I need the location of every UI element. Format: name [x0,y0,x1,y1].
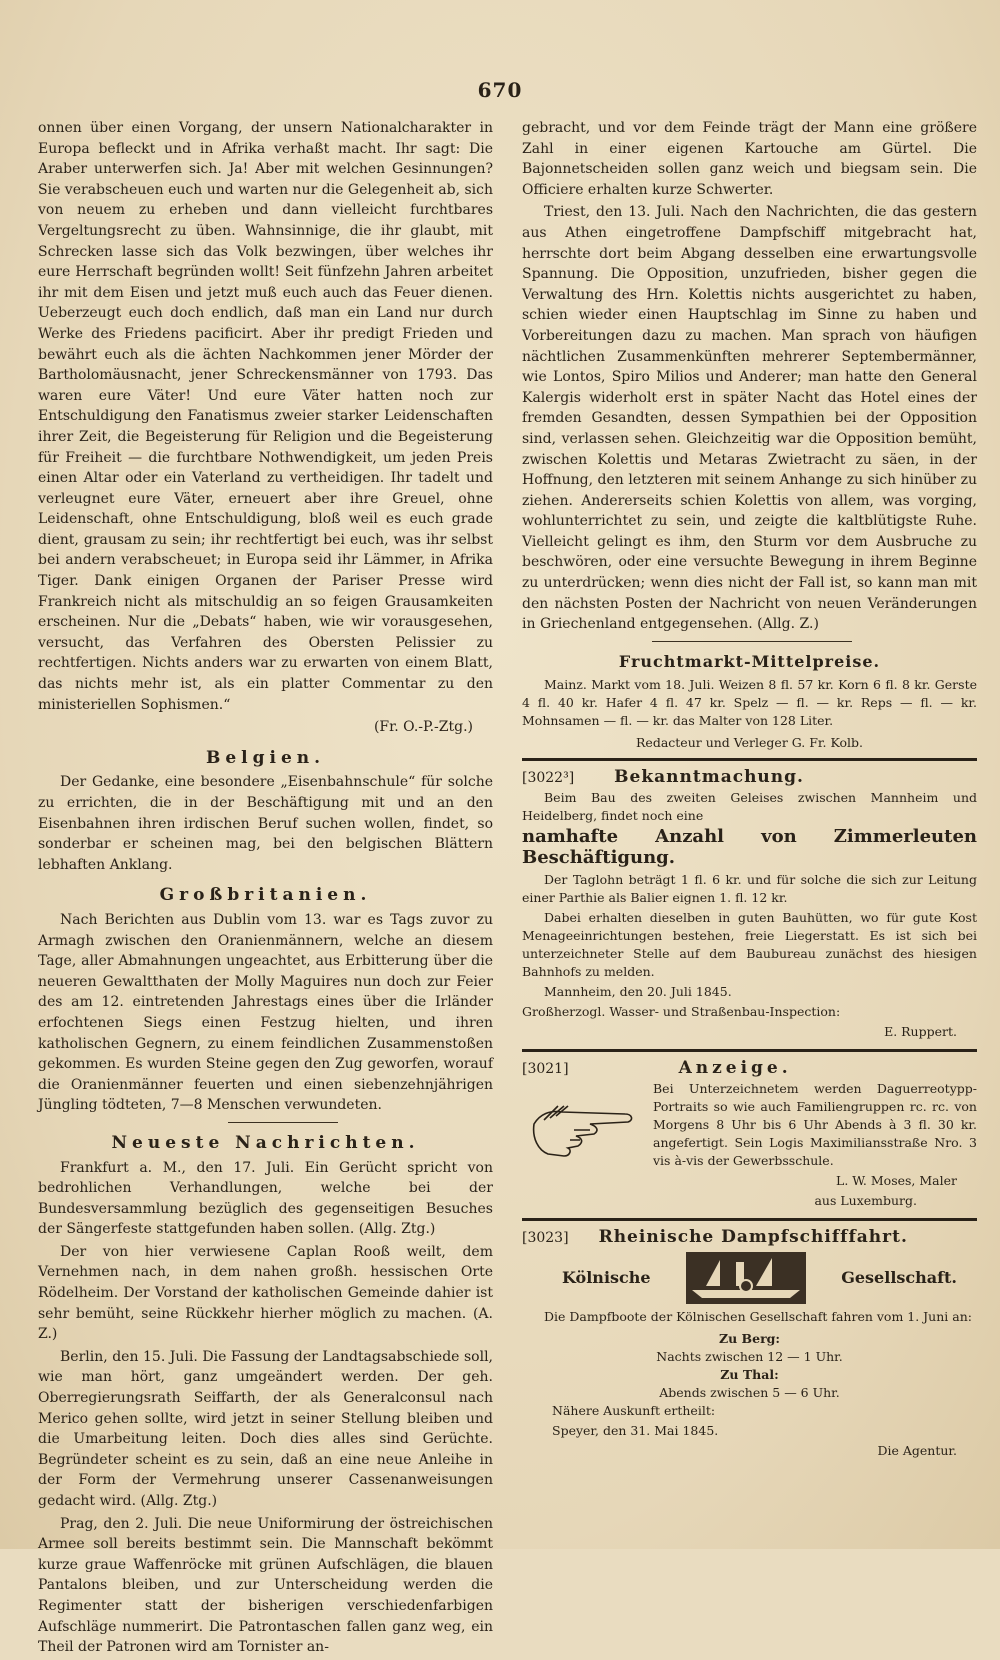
ad-number: [3023] [522,1229,569,1246]
ad-header [522,1058,977,1080]
ad-date: Speyer, den 31. Mai 1845. [552,1423,719,1439]
ad-text: Nähere Auskunft ertheilt: [552,1403,716,1419]
schedule-heading: Zu Berg: [718,1331,781,1347]
ad-title: Rheinische Dampfschifffahrt. [598,1226,908,1247]
ad-signature: E. Ruppert. [884,1024,957,1040]
divider [228,1122,338,1123]
right-column [522,118,977,1462]
article-berlin [38,1347,493,1512]
article-frankfurt-text: Frankfurt a. M., den 17. Juli. Ein Gerücht spricht von bedrohlichen Verhandlungen, welche bei der Bundesversammlung bezüglich des gegenseitigen Besuches der Sängerfeste stattgefunden haben sollen. [38,1159,493,1238]
schedule-heading: Zu Thal: [720,1367,779,1383]
divider [522,1218,977,1221]
section-heading-fruchtmarkt: Fruchtmarkt-Mittelpreise. [618,651,881,671]
article-frankfurt [38,1158,493,1240]
ad-header [522,1227,977,1249]
left-column [38,118,493,1660]
section-heading-neueste: Neueste Nachrichten. [111,1132,420,1153]
pointing-hand-icon [530,1084,645,1164]
ad-body [522,1080,977,1172]
ad-highlight: namhafte Anzahl von Zimmerleuten Beschäftigung. [522,826,977,868]
steamship-icon [686,1252,806,1304]
schedule-time: Nachts zwischen 12 — 1 Uhr. [656,1349,843,1365]
ad-header [522,767,977,789]
source-note: (Fr. O.-P.-Ztg.) [373,719,473,736]
ad-signature: L. W. Moses, Maler [836,1172,957,1188]
company-right: Gesellschaft. [841,1268,957,1288]
section-heading-belgien: Belgien. [205,747,326,768]
ad-text: Der Taglohn beträgt 1 fl. 6 kr. und für solche die sich zur Leitung einer Parthie als Balier eignen 1. fl. 12 kr. [522,872,977,906]
article-belgien: Der Gedanke, eine besondere „Eisenbahnschule“ für solche zu errichten, die in der Beschäftigung mit und an den Eisenbahnen ihren irdischen Beruf suchen wollen, findet, so sonderbar er scheinen mag, bei den belgischen Blättern lebhaften Anklang. [38,774,493,873]
source-note: (Allg. Z.) [757,616,819,633]
company-left: Kölnische [562,1268,651,1288]
ad-text: Die Dampfboote der Kölnischen Gesellschaft fahren vom 1. Juni an: [544,1309,972,1325]
ad-text: Bei Unterzeichnetem werden Daguerreotypp-Portraits so wie auch Familiengruppen rc. rc. von Morgens 8 Uhr bis 6 Uhr Abends à 3 fl. 30 kr. angefertigt. Sein Logis Maximiliansstraße Nro. 3 vis à-vis der Gewerbsschule. [653,1080,977,1168]
ad-title: Bekanntmachung. [614,767,804,788]
article-caplan [38,1242,493,1345]
section-heading-grossbritanien: Großbritanien. [159,885,372,906]
ad-number: [3022³] [522,770,575,787]
ad-signature: Großherzogl. Wasser- und Straßenbau-Inspection: [522,1004,841,1020]
article-grossbritanien: Nach Berichten aus Dublin vom 13. war es Tags zuvor zu Armagh zwischen den Oranienmännern, welche an diesem Tage, aller Abmahnungen ungeachtet, aus Erbitterung über die neueren Gewaltthaten der Molly Maguires nun doch zur Feier des am 12. eintretenden Jahrestags eines über die Irländer erfochtenen Siegs einen Festzug hielten, und ihren katholischen Gegnern, zu einem feindlichen Zusammenstoßen gekommen. Es wurden Steine gegen den Zug geworfen, worauf die Oranienmänner feuerten und einen siebenzehnjährigen Jüngling tödteten, 7—8 Menschen verwundeten. [38,911,493,1114]
editor-line: Redacteur und Verleger G. Fr. Kolb. [636,735,863,751]
divider [652,641,852,642]
market-prices: Mainz. Markt vom 18. Juli. Weizen 8 fl. 57 kr. Korn 6 fl. 8 kr. Gerste 4 fl. 40 kr. Hafer 4 fl. 47 kr. Spelz — fl. — kr. Reps — fl. — kr. Mohnsamen — fl. — kr. das Malter von 128 Liter. [522,677,977,729]
article-triest [522,202,977,634]
ad-title: Anzeige. [678,1058,792,1079]
divider [522,1049,977,1052]
source-note: (A. Z.) [38,1305,493,1343]
ad-signature: aus Luxemburg. [814,1192,917,1208]
article-continuation: onnen über einen Vorgang, der unsern Nationalcharakter in Europa befleckt und in Afrika verhaßt macht. Ihr sagt: Die Araber unterwerfen sich. Ja! Aber mit welchen Gesinnungen? Sie verabscheuen euch und warten nur die Gelegenheit ab, sich von neuem zu erheben und dann vielleicht furchtbares Vergeltungsrecht zu üben. Wahnsinnige, die ihr glaubt, mit Schrecken lasse sich das Volk bezwingen, über welches ihr eure Herrschaft begründen wollt! Seit fünfzehn Jahren arbeitet ihr mit dem Eisen und jetzt muß euch auch das Feuer dienen. Ueberzeugt euch doch endlich, daß man ein Land nur durch Werke des Friedens pacificirt. Aber ihr predigt Frieden und bewährt euch als die ächten Nachkommen jener Mörder der Bartholomäusnacht, jener Schreckensmänner von 1793. Das waren eure Väter! Und eure Väter hatten noch zur Entschuldigung den Fanatismus zweier starker Leidenschaften ihrer Zeit, die Begeisterung für Religion und die Begeisterung für Freiheit — die furchtbare Nothwendigkeit, um jeden Preis einen Altar oder ein Vaterland zu vertheidigen. Ihr tadelt und verleugnet eure Väter, erneuert aber ihre Greuel, ohne Leidenschaft, ohne Entschuldigung, bloß weil es euch grade dient, grausam zu sein; ihr rechtfertigt bei euch, was ihr selbst bei andern verabscheuet; in Europa seid ihr Lämmer, in Afrika Tiger. Dank einigen Organen der Pariser Presse wird Frankreich nicht als mitschuldig an so feigen Grausamkeiten erscheinen. Nur die „Debats“ haben, wie wir vorausgesehen, versucht, das Verfahren des Obersten Pelissier zu rechtfertigen. Nichts anders war zu erwarten von einem Blatt, das nichts mehr ist, als ein platter Commentar zu den ministeriellen Sophismen.“ [38,120,493,713]
article-prag-continuation: gebracht, und vor dem Feinde trägt der Mann eine größere Zahl in einer eigenen Kartouche am Gürtel. Die Bajonnetscheiden sollen ganz weich und biegsam sein. Die Officiere erhalten kurze Schwerter. [522,120,977,198]
ad-number: [3021] [522,1061,569,1078]
ad-signature: Die Agentur. [877,1443,957,1459]
source-note: (Allg. Ztg.) [140,1493,218,1509]
ad-date: Mannheim, den 20. Juli 1845. [544,984,732,1000]
article-triest-text: Triest, den 13. Juli. Nach den Nachrichten, die das gestern aus Athen eingetroffene Dampfschiff mitgebracht hat, herrschte dort beim Abgang desselben eine erwartungsvolle Spannung. Die Opposition, unzufrieden, bisher gegen die Verwaltung des Hrn. Kolettis nichts ausgerichtet zu haben, schien wieder einen Hauptschlag im Sinne zu haben und Vorbereitungen dazu zu machen. Man sprach von häufigen nächtlichen Zusammenkünften mehrerer Septembermänner, wie Lontos, Spiro Milios und Anderer; man hatte den General Kalergis widerholt erst in später Nacht das Hotel eines der fremden Gesandten, dessen Sympathien bei der Opposition sind, verlassen sehen. Gleichzeitig war die Opposition bemüht, zwischen Kolettis und Metaras Zwietracht zu säen, in der Hoffnung, den letzteren mit seinem Anhange zu sich hinüber zu ziehen. Andererseits schien Kolettis von allem, was vorging, wohlunterrichtet zu sein, und zeigte die kaltblütigste Ruhe. Vielleicht gelingt es ihm, den Sturm vor dem Ausbruche zu beschwören, oder eine versuchte Bewegung in ihrem Beginne zu unterdrücken; wenn dies nicht der Fall ist, so kann man mit den nächsten Posten der Nachricht von neuen Veränderungen in Griechenland entgegensehen. [522,204,977,633]
ad-text: Beim Bau des zweiten Geleises zwischen Mannheim und Heidelberg, findet noch eine [522,790,977,824]
ad-ship-row [562,1252,957,1304]
article-prag: Prag, den 2. Juli. Die neue Uniformirung der östreichischen Armee soll bereits bestimmt sein. Die Mannschaft bekömmt kurze graue Waffenröcke mit grünen Aufschlägen, die blauen Pantalons bleiben, und zur Unterscheidung werden die Regimenter statt der bisherigen verschiedenfarbigen Aufschläge nummerirt. Die Patrontaschen fallen ganz weg, ein Theil der Patronen wird am Tornister an- [38,1515,493,1656]
source-note: (Allg. Ztg.) [358,1221,436,1238]
article-caplan-text: Der von hier verwiesene Caplan Rooß weilt, dem Vernehmen nach, in dem nahen großh. hessischen Orte Rödelheim. Der Vorstand der katholischen Gemeinde dahier ist sehr bemüht, seine Rückkehr hierher möglich zu machen. [38,1243,493,1322]
article-berlin-text: Berlin, den 15. Juli. Die Fassung der Landtagsabschiede soll, wie man hört, ganz umgeändert werden. Der geh. Oberregierungsrath Seiffarth, der als Generalconsul nach Merico gehen sollte, wird jetzt in seiner Stellung bleiben und die Umarbeitung leiten. Doch dies alles sind Gerüchte. Begründeter scheint es zu sein, daß an eine neue Anleihe in der Form der Vermehrung unserer Cassenanweisungen gedacht wird. [38,1348,493,1509]
page-number: 670 [477,78,523,102]
divider [522,758,977,761]
ad-text: Dabei erhalten dieselben in guten Bauhütten, wo für gute Kost Menageeinrichtungen bestehen, freie Liegerstatt. Es ist sich bei unterzeichneter Stelle auf dem Baubureau zunächst des hiesigen Bahnhofs zu melden. [522,910,977,980]
schedule-time: Abends zwischen 5 — 6 Uhr. [659,1385,840,1401]
